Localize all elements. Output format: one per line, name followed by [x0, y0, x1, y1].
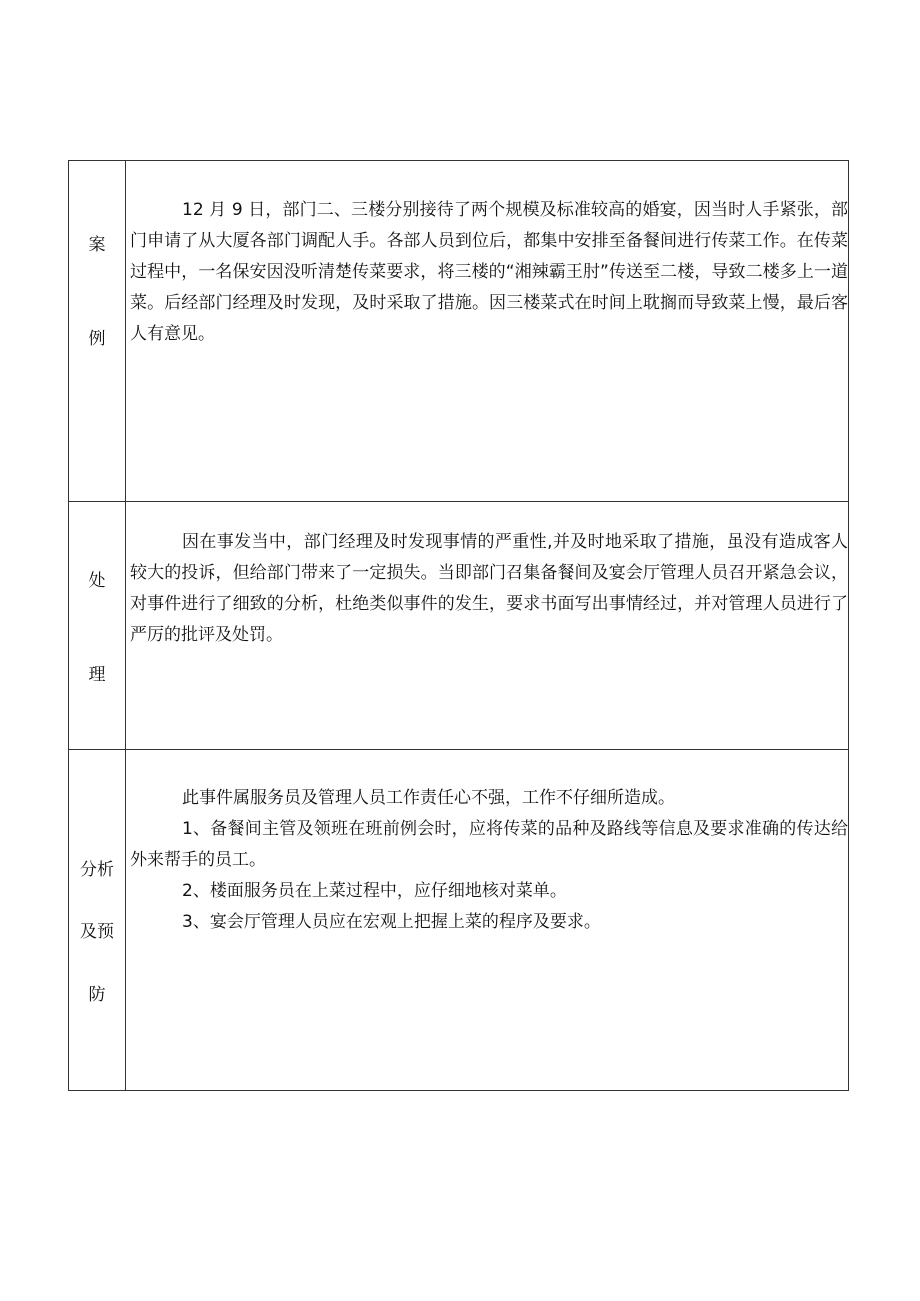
- case-label-char-2: 例: [88, 329, 106, 349]
- case-report-table: [68, 160, 849, 1091]
- case-content: [130, 195, 848, 350]
- handling-content: [130, 527, 848, 651]
- analysis-content: [130, 783, 848, 938]
- analysis-content-cell: [126, 750, 849, 1091]
- analysis-row: [69, 750, 849, 1091]
- case-row: [69, 161, 849, 502]
- handling-paragraph: 因在事发当中，部门经理及时发现事情的严重性,并及时地采取了措施，虽没有造成客人较大的投诉，但给部门带来了一定损失。当即部门召集备餐间及宴会厅管理人员召开紧急会议，对事件进行了细致的分析，杜绝类似事件的发生，要求书面写出事情经过，并对管理人员进行了严厉的批评及处罚。: [130, 532, 848, 645]
- case-label-char-1: 案: [88, 235, 106, 255]
- handling-content-cell: [126, 502, 849, 750]
- analysis-measure-2: 2、楼面服务员在上菜过程中，应仔细地核对菜单。: [182, 881, 567, 901]
- analysis-label-line-3: 防: [88, 985, 106, 1005]
- handling-label-char-2: 理: [88, 665, 106, 685]
- analysis-label-cell: [69, 750, 126, 1091]
- analysis-measure-3: 3、宴会厅管理人员应在宏观上把握上菜的程序及要求。: [182, 912, 601, 932]
- handling-row: [69, 502, 849, 750]
- case-label-cell: [69, 161, 126, 502]
- analysis-measure-1: 1、备餐间主管及领班在班前例会时，应将传菜的品种及路线等信息及要求准确的传达给外来帮手的员工。: [130, 819, 848, 870]
- case-paragraph: 12 月 9 日，部门二、三楼分别接待了两个规模及标准较高的婚宴，因当时人手紧张，部门申请了从大厦各部门调配人手。各部人员到位后，都集中安排至备餐间进行传菜工作。在传菜过程中，一名保安因没听清楚传菜要求，将三楼的“湘辣霸王肘”传送至二楼，导致二楼多上一道菜。后经部门经理及时发现，及时采取了措施。因三楼菜式在时间上耽搁而导致菜上慢，最后客人有意见。: [130, 200, 848, 344]
- analysis-label-line-2: 及预: [80, 922, 114, 942]
- analysis-summary: 此事件属服务员及管理人员工作责任心不强，工作不仔细所造成。: [182, 788, 675, 808]
- handling-label-cell: [69, 502, 126, 750]
- handling-label-char-1: 处: [88, 571, 106, 591]
- case-content-cell: [126, 161, 849, 502]
- analysis-label-line-1: 分析: [80, 860, 114, 880]
